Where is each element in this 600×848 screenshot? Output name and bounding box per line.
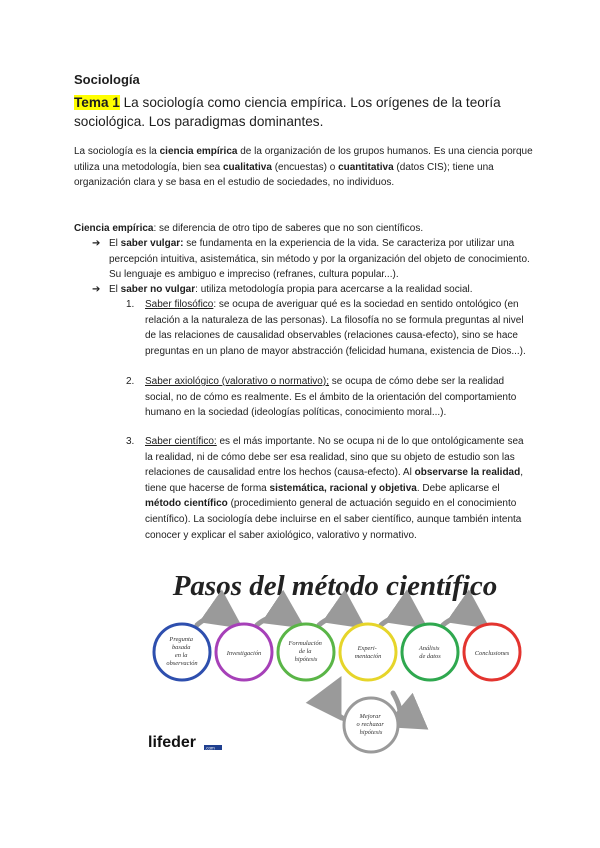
intro-text-4: (datos CIS); tiene una organización clara y se basa en el estudio de sociedades, no individuos. xyxy=(74,161,494,189)
step-pregunta xyxy=(154,624,210,680)
list-item-label: Saber filosófico xyxy=(145,299,214,310)
bullet-prefix: El xyxy=(109,284,121,295)
step-line: hipótesis xyxy=(294,656,318,663)
list-item-text xyxy=(145,434,526,543)
list-item-bold-3: método científico xyxy=(145,498,228,510)
step-experimentacion xyxy=(340,624,396,680)
bullet-bold: saber no vulgar xyxy=(120,284,196,295)
step-analisis xyxy=(402,624,458,680)
intro-paragraph xyxy=(74,144,534,191)
list-number: 1. xyxy=(126,299,135,310)
topic-label: Tema 1 xyxy=(74,95,120,110)
list-item-body-3: . Debe aplicarse el xyxy=(416,482,500,494)
list-number: 3. xyxy=(126,436,135,447)
topic-text: La sociología como ciencia empírica. Los orígenes de la teoría sociológica. Los paradigmas dominantes. xyxy=(74,95,501,129)
step-line: hipótesis xyxy=(359,729,383,736)
bullet-text xyxy=(109,282,537,298)
document-title: Sociología xyxy=(74,72,140,87)
step-line: basada xyxy=(171,644,191,651)
logo-suffix: .com xyxy=(205,745,215,751)
step-label xyxy=(357,713,386,736)
list-item-body: se ocupa de cómo debe ser la realidad social, no de cómo es realmente. Es el ámbito de la orientación del comportamiento humano en la sociedad (ideologías políticas, conocimiento moral...). xyxy=(145,376,517,419)
step-mejorar xyxy=(344,698,398,752)
arrow-2 xyxy=(257,616,297,625)
list-item-saber-filosofico xyxy=(126,297,526,359)
arrow-bullet-icon: ➔ xyxy=(92,284,101,295)
arrow-bullet-icon: ➔ xyxy=(92,238,101,249)
list-item-saber-cientifico xyxy=(126,434,526,543)
ciencia-text: : se diferencia de otro tipo de saberes que no son científicos. xyxy=(153,223,424,234)
list-item-bold-2: sistemática, racional y objetiva xyxy=(269,482,417,494)
list-item-body: : se ocupa de averiguar qué es la sociedad en sentido ontológico (en relación a la naturaleza de las personas). La filosofía no se formula preguntas al nivel de las relaciones de causalidad observables (relaciones causa-efecto), sino se hace preguntas en un plano de mayor abstracción (felicidad humana, existencia de Dios...). xyxy=(145,299,526,357)
intro-text-2: de la organización de los grupos humanos. Es una ciencia porque utiliza una metodología, bien sea xyxy=(74,146,533,173)
step-line: en la xyxy=(174,652,188,659)
arrow-3 xyxy=(319,616,358,625)
step-label xyxy=(226,650,261,657)
list-item-body-2: , tiene que hacerse de forma xyxy=(145,467,524,494)
list-item-body-4: (procedimiento general de actuación seguido en el conocimiento científico). La sociología debe incluirse en el saber científico, aunque también intenta conocer y explicar el saber axiológico, valorativo y normativo. xyxy=(145,498,522,541)
step-line: mentación xyxy=(354,653,382,660)
list-item-bold-1: observarse la realidad xyxy=(414,467,521,479)
step-line: Pregunta xyxy=(169,636,193,643)
arrow-1 xyxy=(197,616,235,625)
step-line: Formulación xyxy=(288,640,322,647)
step-label xyxy=(418,645,441,660)
bullet-body: se fundamenta en la experiencia de la vida. Se caracteriza por utilizar una percepción intuitiva, asistemática, sin método y por la organización del objeto de conocimiento. Su lenguaje es ambiguo e impreciso (refranes, cultura popular...). xyxy=(109,238,530,281)
arrow-4 xyxy=(381,616,420,625)
step-line: de datos xyxy=(419,653,441,660)
step-circle xyxy=(402,624,458,680)
topic-heading xyxy=(74,93,544,131)
list-item-label: Saber científico: xyxy=(145,436,217,447)
list-item-body-1: es el más importante. No se ocupa ni de lo que ontológicamente sea la realidad, ni de cómo debe ser esa realidad, sino que su objeto de estudio son las relaciones de causalidad entre los hechos (causa-efecto). Al xyxy=(145,436,524,479)
bullet-saber-vulgar xyxy=(92,236,537,283)
list-item-text xyxy=(145,374,526,421)
step-label xyxy=(355,645,382,660)
step-line: observación xyxy=(166,660,198,667)
bullet-text xyxy=(109,236,537,283)
intro-text-3: (encuestas) o xyxy=(271,161,339,173)
lifeder-logo xyxy=(148,729,224,757)
step-line: o rechazar xyxy=(356,721,384,728)
list-item-label: Saber axiológico (valorativo o normativo); xyxy=(145,376,329,387)
intro-bold-1: ciencia empírica xyxy=(159,146,238,157)
bullet-bold: saber vulgar: xyxy=(120,238,184,249)
diagram-title: Pasos del método científico xyxy=(172,570,498,602)
step-line: de la xyxy=(298,648,312,655)
intro-text-1: La sociología es la xyxy=(74,146,160,157)
bullet-body: : utiliza metodología propia para acercarse a la realidad social. xyxy=(195,284,473,295)
list-item-text xyxy=(145,297,526,359)
step-hipotesis xyxy=(278,624,334,680)
step-line: Conclusiones xyxy=(474,650,510,657)
step-line: Análisis xyxy=(418,645,440,652)
step-line: Mejorar xyxy=(359,713,381,720)
intro-bold-3: cuantitativa xyxy=(338,161,394,173)
bullet-prefix: El xyxy=(109,238,121,249)
step-investigacion xyxy=(216,624,272,680)
arrow-5 xyxy=(443,616,482,625)
step-line: Investigación xyxy=(226,650,262,657)
ciencia-empirica-paragraph xyxy=(74,221,534,237)
step-line: Experi- xyxy=(357,645,377,652)
step-conclusiones xyxy=(464,624,520,680)
step-circle xyxy=(340,624,396,680)
list-number: 2. xyxy=(126,376,135,387)
intro-bold-2: cualitativa xyxy=(223,161,272,173)
step-label xyxy=(475,650,510,657)
ciencia-label: Ciencia empírica xyxy=(74,223,154,234)
list-item-saber-axiologico xyxy=(126,374,526,421)
bullet-saber-no-vulgar xyxy=(92,282,537,298)
logo-text: lifeder xyxy=(148,734,197,751)
